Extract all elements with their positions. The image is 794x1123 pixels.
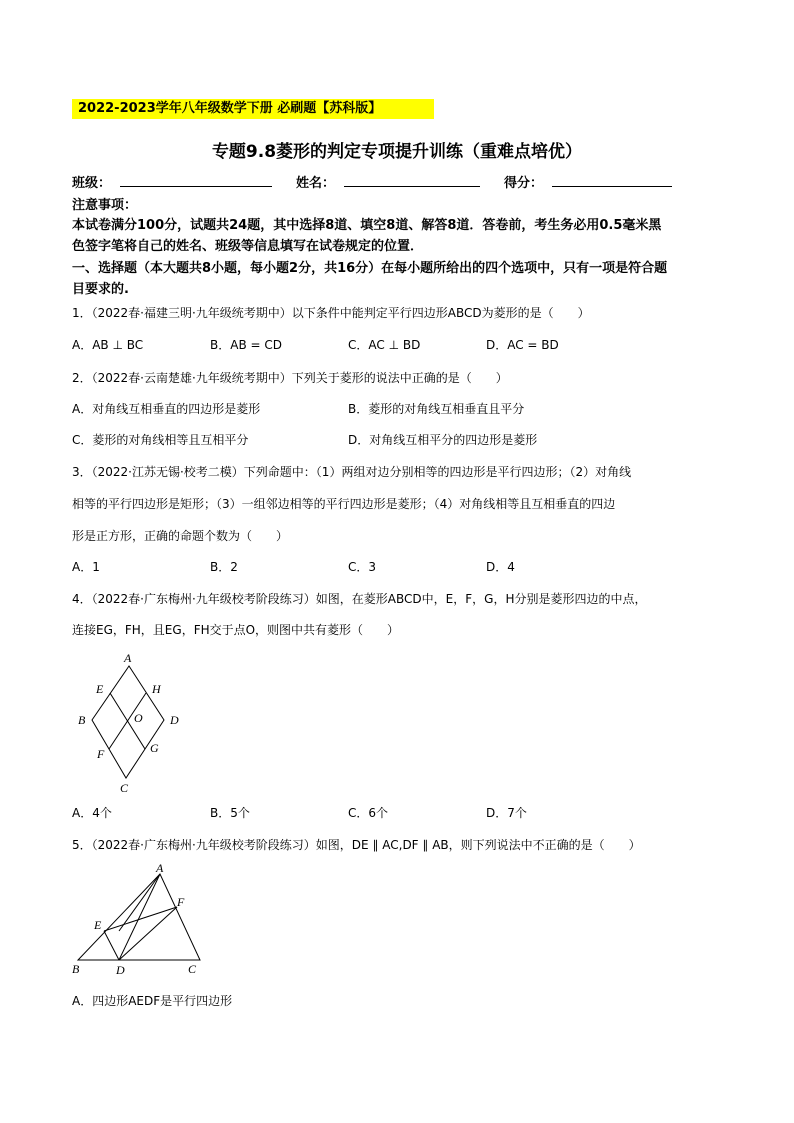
label-o: O [134, 711, 143, 725]
label-f: F [97, 747, 105, 761]
question-2-stem: 2．（2022春·云南楚雄·九年级统考期中）下列关于菱形的说法中正确的是（ ） [72, 371, 508, 385]
segment-ad [119, 874, 160, 931]
question-3-option-c[interactable]: C．3 [348, 560, 377, 574]
name-label: 姓名： [296, 176, 336, 191]
section-heading-2: 目要求的. [72, 282, 129, 297]
question-4-option-b[interactable]: B．5个 [210, 806, 250, 820]
question-3-stem-line-3: 形是正方形，正确的命题个数为（ ） [72, 529, 289, 543]
score-blank [552, 186, 672, 187]
segment-ef [104, 907, 177, 931]
question-4-stem-line-2: 连接EG，FH，且EG，FH交于点O，则图中共有菱形（ ） [72, 623, 400, 637]
segment-da [119, 874, 160, 960]
label-d: D [170, 713, 179, 727]
triangle-figure [66, 860, 216, 980]
notes-heading: 注意事项： [72, 198, 138, 213]
label-c: C [188, 962, 197, 976]
question-3-option-a[interactable]: A．1 [72, 560, 100, 574]
question-2-option-c[interactable]: C．菱形的对角线相等且互相平分 [72, 433, 249, 447]
label-e: E [96, 682, 104, 696]
class-blank [120, 186, 272, 187]
question-1-stem: 1．（2022春·福建三明·九年级统考期中）以下条件中能判定平行四边形ABCD为菱形的是（ ） [72, 306, 590, 320]
class-label: 班级： [72, 176, 112, 191]
question-1-option-d[interactable]: D．AC = BD [486, 338, 559, 352]
question-2-option-b[interactable]: B．菱形的对角线互相垂直且平分 [348, 402, 525, 416]
banner-text: 2022-2023学年八年级数学下册 必刷题【苏科版】 [78, 101, 382, 116]
question-4-stem-line-1: 4．（2022春·广东梅州·九年级校考阶段练习）如图，在菱形ABCD中，E，F，G，H分别是菱形四边的中点， [72, 592, 647, 606]
rhombus-figure [72, 648, 192, 796]
question-3-stem-line-1: 3．（2022·江苏无锡·校考二模）下列命题中：（1）两组对边分别相等的四边形是平行四边形；（2）对角线 [72, 465, 632, 479]
question-1-option-b[interactable]: B．AB = CD [210, 338, 282, 352]
label-g: G [150, 741, 159, 755]
question-3-option-b[interactable]: B．2 [210, 560, 238, 574]
question-2-option-a[interactable]: A．对角线互相垂直的四边形是菱形 [72, 402, 261, 416]
label-h: H [152, 682, 161, 696]
segment-df [119, 907, 177, 960]
segment-de [104, 931, 119, 960]
label-a: A [124, 651, 132, 665]
question-1-option-a[interactable]: A．AB ⊥ BC [72, 338, 144, 352]
label-d: D [116, 963, 125, 977]
question-4-option-c[interactable]: C．6个 [348, 806, 389, 820]
question-1-option-c[interactable]: C．AC ⊥ BD [348, 338, 421, 352]
question-3-stem-line-2: 相等的平行四边形是矩形；（3）一组邻边相等的平行四边形是菱形；（4）对角线相等且互相垂直的四边 [72, 497, 616, 511]
label-c: C [120, 781, 129, 795]
notes-line-1: 本试卷满分100分，试题共24题，其中选择8道、填空8道、解答8道．答卷前，考生务必用0.5毫米黑 [72, 218, 662, 233]
question-4-option-a[interactable]: A．4个 [72, 806, 112, 820]
section-heading-1: 一、选择题（本大题共8小题，每小题2分，共16分）在每小题所给出的四个选项中，只有一项是符合题 [72, 261, 668, 276]
label-f: F [177, 895, 185, 909]
label-a: A [156, 861, 164, 875]
question-5-option-a[interactable]: A．四边形AEDF是平行四边形 [72, 994, 233, 1008]
score-label: 得分： [504, 176, 544, 191]
question-3-option-d[interactable]: D．4 [486, 560, 515, 574]
question-5-stem: 5．（2022春·广东梅州·九年级校考阶段练习）如图，DE ∥ AC,DF ∥ AB，则下列说法中不正确的是（ ） [72, 838, 641, 852]
question-4-option-d[interactable]: D．7个 [486, 806, 527, 820]
label-b: B [78, 713, 86, 727]
label-b: B [72, 962, 80, 976]
notes-line-2: 色签字笔将自己的姓名、班级等信息填写在试卷规定的位置． [72, 239, 424, 254]
question-2-option-d[interactable]: D．对角线互相平分的四边形是菱形 [348, 433, 538, 447]
page-title: 专题9.8菱形的判定专项提升训练（重难点培优） [211, 142, 583, 162]
name-blank [344, 186, 480, 187]
banner [72, 99, 434, 119]
label-e: E [94, 918, 102, 932]
